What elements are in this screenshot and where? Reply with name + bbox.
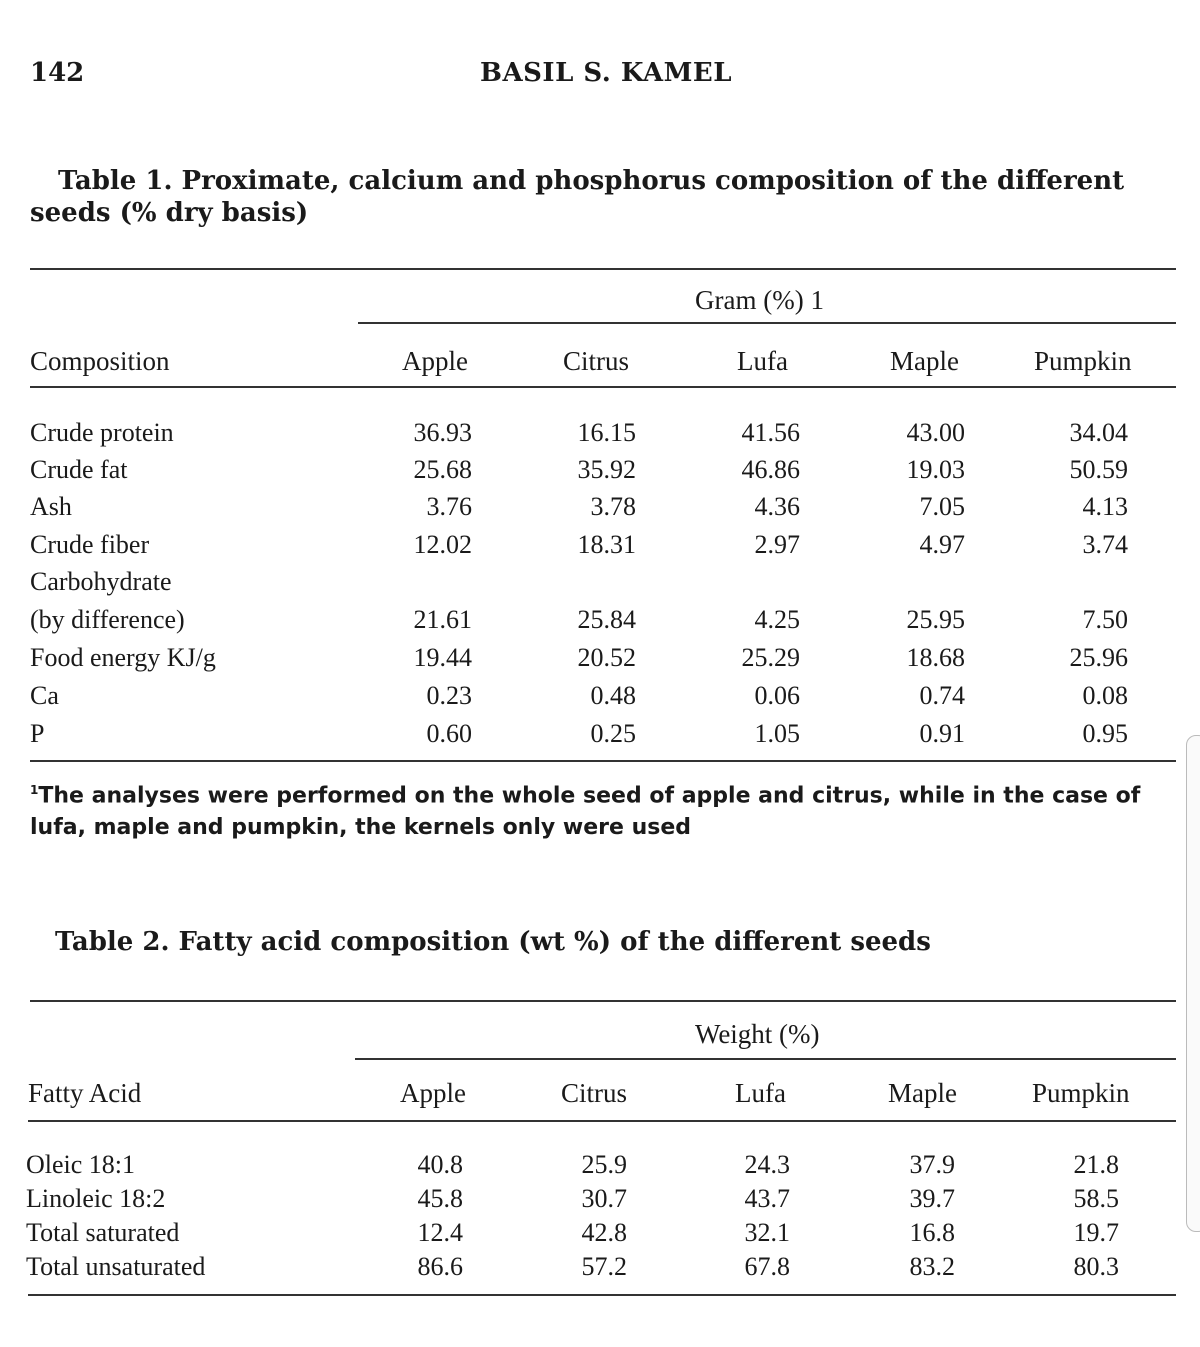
table-cell: 57.2 (581, 1252, 627, 1281)
table-cell: 36.93 (413, 418, 472, 447)
table-cell: 0.25 (590, 719, 636, 748)
table-cell: 41.56 (741, 418, 800, 447)
table-cell: 67.8 (744, 1252, 790, 1281)
table-cell: 12.02 (413, 530, 472, 559)
column-header-pumpkin: Pumpkin (1034, 346, 1132, 376)
table-cell: 1.05 (754, 719, 800, 748)
column-header-apple: Apple (400, 1078, 466, 1108)
row-label: Crude fiber (30, 530, 150, 559)
table-cell: 7.05 (919, 492, 965, 521)
table2-bottom-rule (28, 1294, 1176, 1296)
page-number: 142 (30, 58, 85, 88)
table-cell: 3.78 (590, 492, 636, 521)
table-cell: 24.3 (744, 1150, 790, 1179)
row-label: (by difference) (30, 605, 185, 634)
table-cell: 21.61 (413, 605, 472, 634)
table-cell: 25.84 (577, 605, 636, 634)
row-label: Crude fat (30, 455, 128, 484)
row-label: Carbohydrate (30, 567, 172, 596)
table-cell: 4.97 (919, 530, 965, 559)
table-cell: 34.04 (1069, 418, 1128, 447)
table-cell: 3.74 (1082, 530, 1128, 559)
page-scroll-edge (1186, 735, 1200, 1232)
row-label: Linoleic 18:2 (26, 1184, 166, 1213)
table-cell: 20.52 (577, 643, 636, 672)
row-label: P (30, 719, 45, 748)
column-header-maple: Maple (888, 1078, 957, 1108)
table-cell: 19.03 (906, 455, 965, 484)
column-header-lufa: Lufa (735, 1078, 786, 1108)
column-header-maple: Maple (890, 346, 959, 376)
table-cell: 16.15 (577, 418, 636, 447)
table-cell: 7.50 (1082, 605, 1128, 634)
table-cell: 0.91 (919, 719, 965, 748)
table-cell: 32.1 (744, 1218, 790, 1247)
table1-bottom-rule (30, 760, 1176, 762)
table-cell: 12.4 (417, 1218, 463, 1247)
table-cell: 2.97 (754, 530, 800, 559)
row-label: Total saturated (26, 1218, 180, 1247)
row-label: Crude protein (30, 418, 174, 447)
table-cell: 43.7 (744, 1184, 790, 1213)
table-cell: 18.31 (577, 530, 636, 559)
column-header-apple: Apple (402, 346, 468, 376)
table-cell: 42.8 (581, 1218, 627, 1247)
table-cell: 19.44 (413, 643, 472, 672)
table-cell: 25.68 (413, 455, 472, 484)
table-cell: 4.25 (754, 605, 800, 634)
table-cell: 0.23 (426, 681, 472, 710)
table2-group-rule (355, 1058, 1176, 1060)
table-cell: 25.9 (581, 1150, 627, 1179)
row-label: Ash (30, 492, 72, 521)
table2-caption: Table 2. Fatty acid composition (wt %) of the different seeds (55, 927, 931, 957)
table2-first-col-header: Fatty Acid (28, 1078, 142, 1108)
row-label: Ca (30, 681, 59, 710)
table-cell: 25.96 (1069, 643, 1128, 672)
table-cell: 0.48 (590, 681, 636, 710)
column-header-citrus: Citrus (563, 346, 630, 376)
table2-top-rule (30, 1000, 1176, 1002)
running-head-author: BASIL S. KAMEL (480, 58, 732, 88)
column-header-citrus: Citrus (561, 1078, 628, 1108)
table-cell: 4.36 (754, 492, 800, 521)
table-cell: 86.6 (417, 1252, 463, 1281)
table-cell: 40.8 (417, 1150, 463, 1179)
footnote-text: The analyses were performed on the whole seed of apple and citrus, while in the case of lufa, maple and pumpkin, the kernels only were used (30, 783, 1141, 841)
table-cell: 43.00 (906, 418, 965, 447)
column-header-pumpkin: Pumpkin (1032, 1078, 1130, 1108)
table-cell: 39.7 (909, 1184, 955, 1213)
table-cell: 80.3 (1073, 1252, 1119, 1281)
table-cell: 35.92 (577, 455, 636, 484)
table-cell: 19.7 (1073, 1218, 1119, 1247)
table-cell: 25.29 (741, 643, 800, 672)
table2-header-rule (28, 1120, 1176, 1122)
table-cell: 37.9 (909, 1150, 955, 1179)
table-cell: 0.95 (1082, 719, 1128, 748)
table-cell: 16.8 (909, 1218, 955, 1247)
table-cell: 3.76 (426, 492, 472, 521)
table-cell: 30.7 (581, 1184, 627, 1213)
table1-group-header: Gram (%) 1 (695, 285, 824, 315)
row-label: Food energy KJ/g (30, 643, 216, 672)
table-cell: 25.95 (906, 605, 965, 634)
table1-first-col-header: Composition (30, 346, 170, 376)
table2-group-header: Weight (%) (695, 1019, 820, 1049)
row-label: Total unsaturated (26, 1252, 206, 1281)
table1-header-rule (30, 386, 1176, 388)
table-cell: 45.8 (417, 1184, 463, 1213)
table-cell: 4.13 (1082, 492, 1128, 521)
footnote-mark: 1 (30, 783, 39, 797)
column-header-lufa: Lufa (737, 346, 788, 376)
table1-top-rule (30, 268, 1176, 270)
table-cell: 0.74 (919, 681, 965, 710)
table1-group-rule (358, 322, 1176, 324)
table1-caption: Table 1. Proximate, calcium and phosphorus composition of the different seeds (% dry basis) (30, 166, 1125, 228)
table-cell: 46.86 (741, 455, 800, 484)
row-label: Oleic 18:1 (26, 1150, 136, 1179)
table-cell: 50.59 (1069, 455, 1128, 484)
table-cell: 58.5 (1073, 1184, 1119, 1213)
table-cell: 83.2 (909, 1252, 955, 1281)
table1-footnote (30, 774, 1180, 844)
table-cell: 0.06 (754, 681, 800, 710)
table-cell: 0.08 (1082, 681, 1128, 710)
table-cell: 18.68 (906, 643, 965, 672)
table-cell: 21.8 (1073, 1150, 1119, 1179)
table-cell: 0.60 (426, 719, 472, 748)
